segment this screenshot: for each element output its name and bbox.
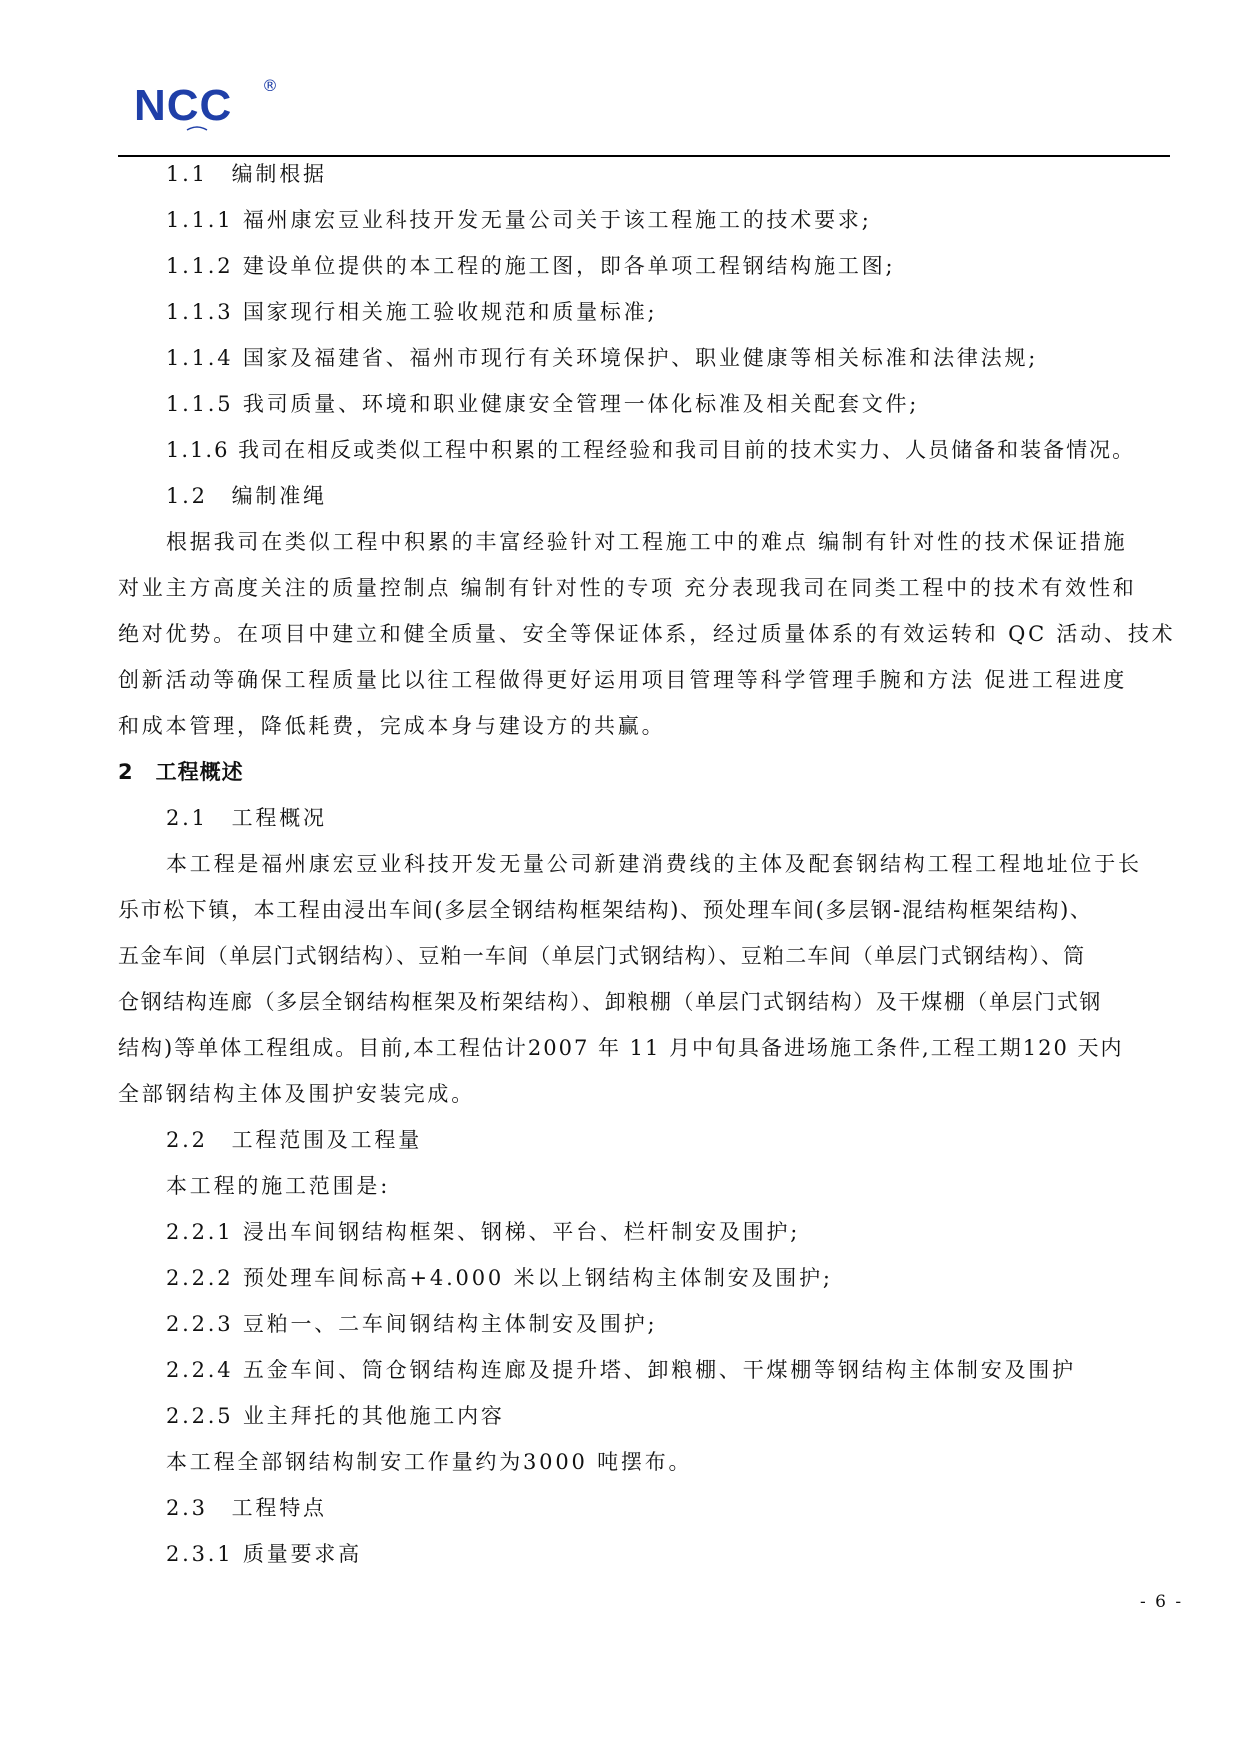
list-item-2-2-4: 2.2.4 五金车间、筒仓钢结构连廊及提升塔、卸粮棚、干煤棚等钢结构主体制安及围护	[166, 1358, 1076, 1382]
paragraph-line: 对业主方高度关注的质量控制点 编制有针对性的专项 充分表现我司在同类工程中的技术有效性和	[118, 576, 1137, 600]
paragraph-line: 乐市松下镇，本工程由浸出车间(多层全钢结构框架结构)、预处理车间(多层钢-混结构框架结构)、	[118, 898, 1093, 922]
paragraph-line: 五金车间（单层门式钢结构）、豆粕一车间（单层门式钢结构）、豆粕二车间（单层门式钢结构）、筒	[118, 944, 1086, 968]
list-item-1-1-1: 1.1.1 福州康宏豆业科技开发无量公司关于该工程施工的技术要求;	[166, 208, 872, 232]
section-heading-2-1: 2.1 工程概况	[166, 806, 327, 830]
list-item-1-1-5: 1.1.5 我司质量、环境和职业健康安全管理一体化标准及相关配套文件;	[166, 392, 920, 416]
paragraph-line: 创新活动等确保工程质量比以往工程做得更好运用项目管理等科学管理手腕和方法 促进工程进度	[118, 668, 1128, 692]
list-item-1-1-3: 1.1.3 国家现行相关施工验收规范和质量标准;	[166, 300, 658, 324]
paragraph-line: 本工程是福州康宏豆业科技开发无量公司新建消费线的主体及配套钢结构工程工程地址位于长	[166, 852, 1142, 876]
chapter-heading-2: 2 工程概述	[118, 760, 244, 784]
registered-mark: ®	[262, 76, 278, 95]
logo-text: NCC	[134, 81, 233, 130]
paragraph-line: 本工程全部钢结构制安工作量约为3000 吨摆布。	[166, 1450, 693, 1474]
paragraph-line: 结构)等单体工程组成。目前,本工程估计2007 年 11 月中旬具备进场施工条件,工程工期120 天内	[118, 1036, 1124, 1060]
list-item-2-2-1: 2.2.1 浸出车间钢结构框架、钢梯、平台、栏杆制安及围护;	[166, 1220, 801, 1244]
paragraph-line: 和成本管理，降低耗费，完成本身与建设方的共赢。	[118, 714, 666, 738]
logo-swoosh-icon	[186, 124, 208, 132]
section-heading-1-2: 1.2 编制准绳	[166, 484, 327, 508]
list-item-1-1-4: 1.1.4 国家及福建省、福州市现行有关环境保护、职业健康等相关标准和法律法规;	[166, 346, 1039, 370]
paragraph-line: 本工程的施工范围是:	[166, 1174, 391, 1198]
list-item-2-2-5: 2.2.5 业主拜托的其他施工内容	[166, 1404, 505, 1428]
list-item-1-1-2: 1.1.2 建设单位提供的本工程的施工图，即各单项工程钢结构施工图;	[166, 254, 896, 278]
page-number: - 6 -	[1140, 1592, 1184, 1612]
paragraph-line: 根据我司在类似工程中积累的丰富经验针对工程施工中的难点 编制有针对性的技术保证措施	[166, 530, 1128, 554]
section-heading-1-1: 1.1 编制根据	[166, 162, 327, 186]
list-item-2-2-3: 2.2.3 豆粕一、二车间钢结构主体制安及围护;	[166, 1312, 658, 1336]
header-rule	[118, 155, 1170, 157]
paragraph-line: 全部钢结构主体及围护安装完成。	[118, 1082, 475, 1106]
list-item-2-3-1: 2.3.1 质量要求高	[166, 1542, 362, 1566]
list-item-1-1-6: 1.1.6 我司在相反或类似工程中积累的工程经验和我司目前的技术实力、人员储备和装备情况。	[166, 438, 1136, 462]
list-item-2-2-2: 2.2.2 预处理车间标高+4.000 米以上钢结构主体制安及围护;	[166, 1266, 833, 1290]
section-heading-2-2: 2.2 工程范围及工程量	[166, 1128, 422, 1152]
section-heading-2-3: 2.3 工程特点	[166, 1496, 327, 1520]
ncc-logo	[134, 76, 278, 132]
paragraph-line: 绝对优势。在项目中建立和健全质量、安全等保证体系，经过质量体系的有效运转和 QC 活动、技术	[118, 622, 1176, 646]
paragraph-line: 仓钢结构连廊（多层全钢结构框架及桁架结构）、卸粮棚（单层门式钢结构）及干煤棚（单层门式钢	[118, 990, 1102, 1014]
